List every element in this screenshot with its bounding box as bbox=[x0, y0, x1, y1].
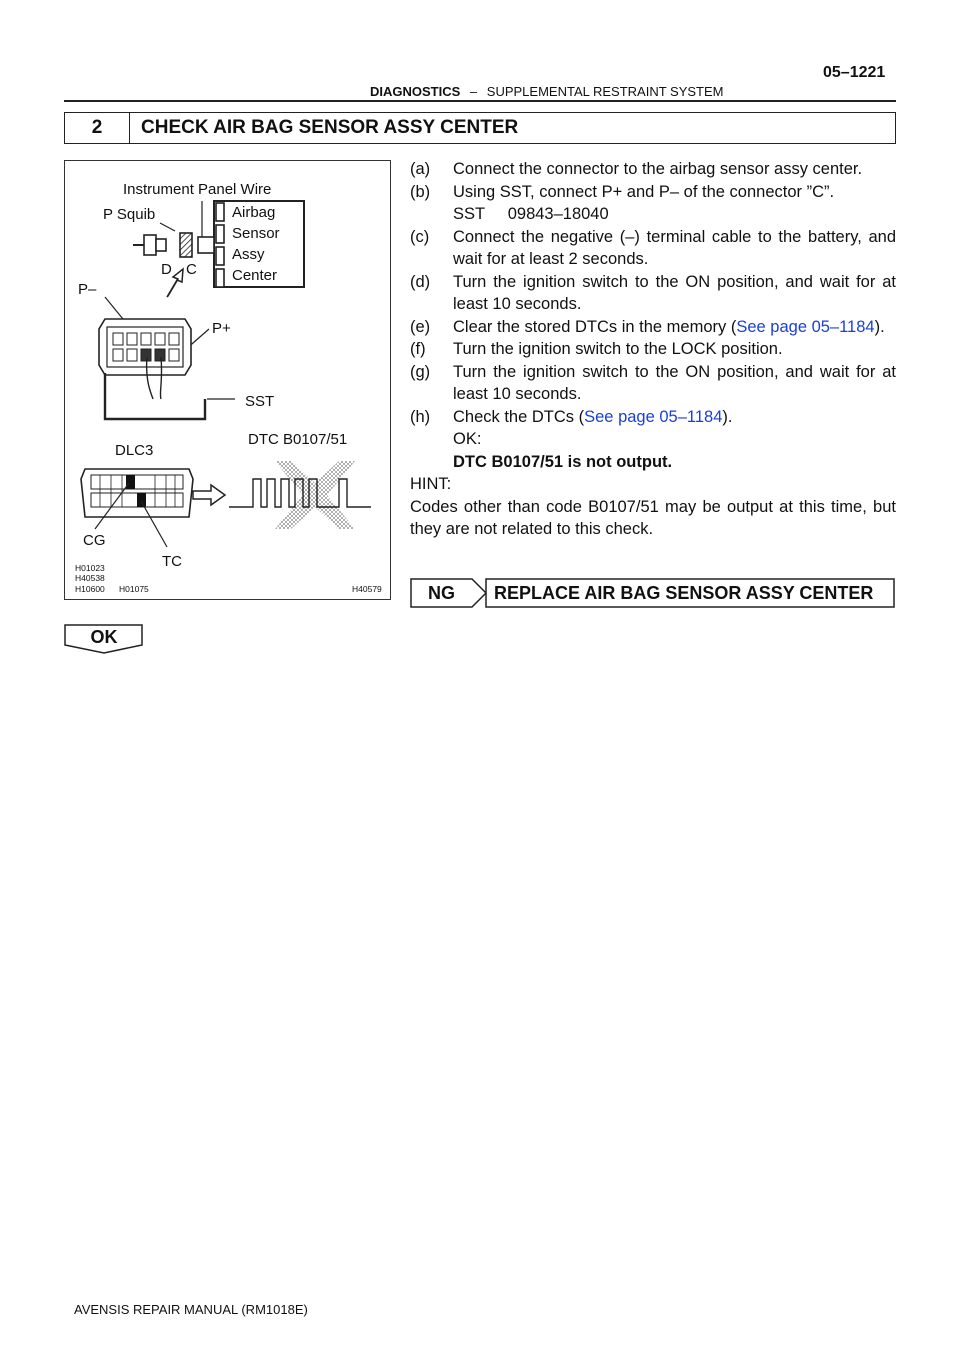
connector-c-body bbox=[99, 319, 191, 375]
connector-diagram bbox=[65, 161, 390, 599]
header-rule bbox=[64, 100, 896, 102]
sst-number: SST 09843–18040 bbox=[453, 205, 609, 223]
step-h-text bbox=[453, 406, 896, 429]
label-d: D bbox=[161, 261, 172, 278]
step-header bbox=[64, 112, 896, 144]
label-p-squib: P Squib bbox=[103, 206, 156, 223]
step-b-text: Using SST, connect P+ and P– of the connector ”C”. bbox=[453, 182, 835, 201]
step-e-text-before: Clear the stored DTCs in the memory ( bbox=[453, 317, 737, 336]
step-e-text bbox=[453, 316, 896, 339]
step-b bbox=[410, 181, 896, 204]
diagram-figure bbox=[64, 160, 391, 600]
step-g-label: (g) bbox=[410, 362, 431, 381]
step-g-text: Turn the ignition switch to the ON position, and wait for at least 10 seconds. bbox=[453, 362, 896, 403]
step-a-label: (a) bbox=[410, 160, 431, 178]
figure-code-1: H01023 bbox=[75, 563, 105, 573]
step-a bbox=[410, 158, 896, 181]
procedure-list bbox=[410, 158, 896, 541]
label-assy: Assy bbox=[232, 246, 265, 263]
connector-slot-2 bbox=[216, 225, 224, 243]
step-c-label: (c) bbox=[410, 227, 430, 246]
step-c bbox=[410, 226, 896, 271]
connector-slot-3 bbox=[216, 247, 224, 265]
step-h-label: (h) bbox=[410, 407, 431, 426]
step-e bbox=[410, 316, 896, 339]
result-arrow-icon bbox=[193, 485, 225, 505]
figure-code-2: H40538 bbox=[75, 573, 105, 583]
step-f-label: (f) bbox=[410, 340, 426, 358]
section-header bbox=[370, 84, 723, 99]
label-c: C bbox=[186, 261, 197, 278]
connector-d-plug bbox=[144, 235, 156, 255]
footer-manual-title: AVENSIS REPAIR MANUAL (RM1018E) bbox=[74, 1302, 308, 1317]
figure-code-3a: H10600 bbox=[75, 584, 105, 594]
label-airbag: Airbag bbox=[232, 204, 276, 221]
page-number: 05–1221 bbox=[823, 64, 886, 81]
connector-slot-4 bbox=[216, 269, 224, 287]
dtc-waveform-crossed bbox=[229, 461, 371, 529]
sst-loop bbox=[105, 373, 205, 419]
header-separator: – bbox=[469, 84, 478, 99]
step-number: 2 bbox=[65, 113, 130, 143]
hint-text: Codes other than code B0107/51 may be output at this time, but they are not related to this check. bbox=[410, 497, 896, 538]
ok-label: OK: bbox=[453, 430, 482, 448]
step-title: CHECK AIR BAG SENSOR ASSY CENTER bbox=[141, 117, 519, 138]
subsection-title: SUPPLEMENTAL RESTRAINT SYSTEM bbox=[486, 84, 724, 99]
label-cg: CG bbox=[83, 532, 106, 549]
step-a-text: Connect the connector to the airbag sensor assy center. bbox=[453, 160, 863, 178]
figure-code-3b: H01075 bbox=[119, 584, 149, 594]
squib-leader bbox=[160, 223, 175, 231]
ok-label-tab: OK bbox=[90, 627, 118, 647]
step-h-text-before: Check the DTCs ( bbox=[453, 407, 585, 426]
ng-action: REPLACE AIR BAG SENSOR ASSY CENTER bbox=[494, 583, 874, 603]
step-e-label: (e) bbox=[410, 317, 431, 336]
connector-c-plug bbox=[180, 233, 192, 257]
connector-slot-1 bbox=[216, 203, 224, 221]
figure-code-main: H40579 bbox=[352, 584, 382, 594]
step-h bbox=[410, 406, 896, 429]
connector-c-socket bbox=[198, 237, 214, 253]
hint-label: HINT: bbox=[410, 475, 452, 493]
dlc3-connector bbox=[81, 469, 193, 517]
ng-result bbox=[410, 578, 896, 608]
see-page-link-h[interactable]: See page 05–1184 bbox=[584, 407, 723, 426]
label-dlc3: DLC3 bbox=[115, 442, 154, 459]
label-tc: TC bbox=[162, 553, 182, 570]
step-h-text-after: ). bbox=[722, 407, 733, 426]
label-instrument-panel-wire: Instrument Panel Wire bbox=[123, 181, 272, 198]
label-dtc: DTC B0107/51 bbox=[248, 431, 348, 448]
step-d-text: Turn the ignition switch to the ON position, and wait for at least 10 seconds. bbox=[453, 272, 896, 313]
step-b-label: (b) bbox=[410, 182, 431, 201]
step-g bbox=[410, 361, 896, 406]
label-center: Center bbox=[232, 267, 278, 284]
step-c-text: Connect the negative (–) terminal cable to the battery, and wait for at least 2 seconds. bbox=[453, 227, 896, 268]
section-title: DIAGNOSTICS bbox=[370, 84, 461, 99]
step-f bbox=[410, 338, 896, 361]
ok-result bbox=[64, 624, 144, 654]
label-p-minus: P– bbox=[78, 281, 97, 298]
step-e-text-after: ). bbox=[874, 317, 885, 336]
label-sst: SST bbox=[245, 393, 275, 410]
label-sensor: Sensor bbox=[232, 225, 280, 242]
step-d bbox=[410, 271, 896, 316]
step-f-text: Turn the ignition switch to the LOCK position. bbox=[453, 340, 783, 358]
ok-result-text: DTC B0107/51 is not output. bbox=[453, 452, 673, 471]
step-d-label: (d) bbox=[410, 272, 431, 291]
ng-label: NG bbox=[428, 583, 455, 603]
label-p-plus: P+ bbox=[212, 320, 231, 337]
see-page-link-e[interactable]: See page 05–1184 bbox=[736, 317, 875, 336]
connector-d-tip bbox=[156, 239, 166, 251]
